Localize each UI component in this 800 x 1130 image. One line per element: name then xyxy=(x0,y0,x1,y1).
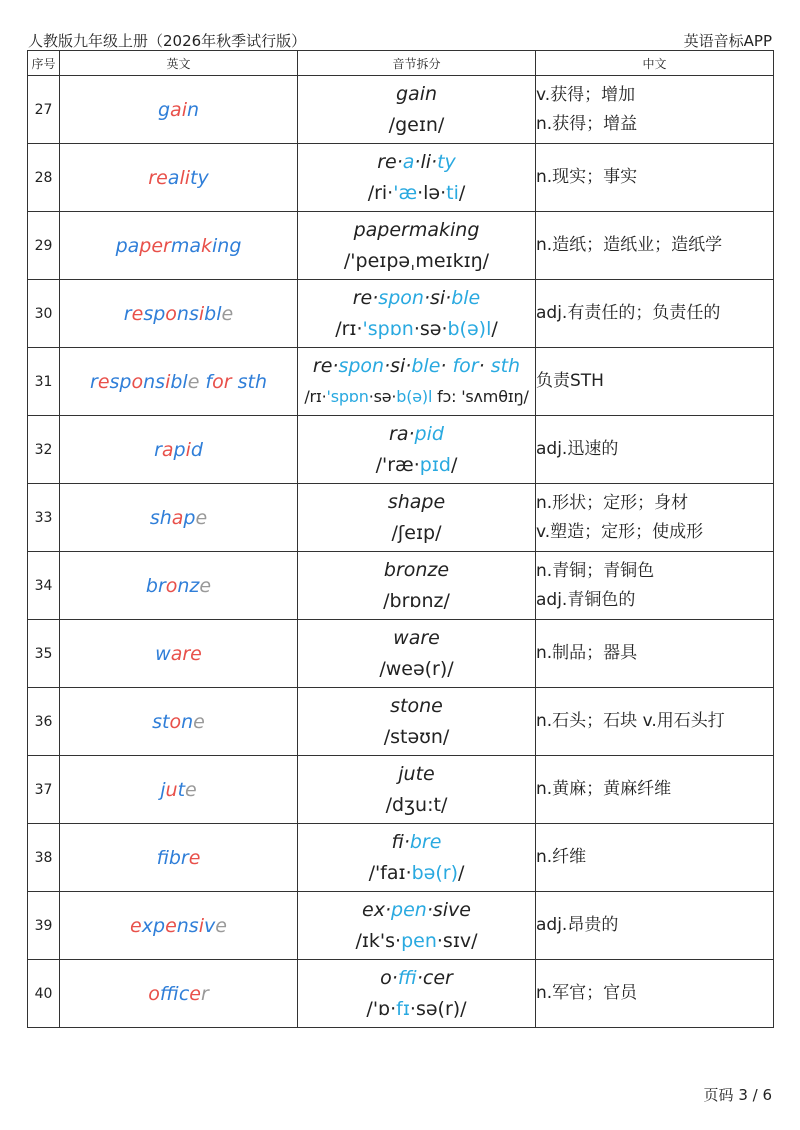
phonetic-transcription xyxy=(298,653,535,685)
phonetic-part: /ɪk's· xyxy=(355,929,402,952)
syllable-split xyxy=(298,555,535,585)
table-row xyxy=(28,212,774,280)
english-word xyxy=(60,552,298,620)
syllable-part: ble xyxy=(411,354,441,377)
meaning-line: n.军官；官员 xyxy=(536,983,638,1003)
table-body xyxy=(28,76,774,1028)
word-part: e xyxy=(193,710,205,733)
meaning-line: v.获得；增加 xyxy=(536,84,636,105)
chinese-meaning xyxy=(536,552,774,620)
word-part: sp xyxy=(109,370,132,393)
meaning-line: n.制品；器具 xyxy=(536,643,638,663)
table-header-row xyxy=(28,51,774,76)
table-row xyxy=(28,892,774,960)
word-part: sth xyxy=(231,370,267,393)
row-number: 36 xyxy=(28,688,60,756)
table-row xyxy=(28,348,774,416)
word-part: ns xyxy=(143,370,166,393)
word-part: a xyxy=(171,506,184,529)
syllable-part: shape xyxy=(387,490,446,513)
word-part: g xyxy=(157,98,171,121)
phonetic-part: b(ə)l xyxy=(396,386,433,406)
word-part: st xyxy=(152,710,170,733)
phonetic-part: 'spɒn xyxy=(362,317,414,340)
syllable-cell xyxy=(298,892,536,960)
syllable-part: jute xyxy=(398,762,435,785)
syllable-part: · xyxy=(440,354,453,377)
phonetic-part: ·sə· xyxy=(413,317,448,340)
word-part: pa xyxy=(115,234,140,257)
word-part: i xyxy=(198,302,205,325)
syllable-split xyxy=(298,419,535,449)
english-word xyxy=(60,824,298,892)
word-part: a xyxy=(161,438,174,461)
word-part: n xyxy=(181,710,194,733)
word-part: e xyxy=(131,302,144,325)
chinese-meaning xyxy=(536,76,774,144)
meaning-line: adj.昂贵的 xyxy=(536,915,619,935)
phonetic-part: /brɒnz/ xyxy=(383,589,450,612)
phonetic-transcription xyxy=(298,177,535,209)
syllable-cell xyxy=(298,824,536,892)
chinese-meaning xyxy=(536,756,774,824)
meaning-line: n.形状；定形；身材 xyxy=(536,492,689,513)
word-part: sp xyxy=(143,302,166,325)
chinese-meaning xyxy=(536,960,774,1028)
phonetic-part: ·sə· xyxy=(368,386,397,406)
column-header-chinese: 中文 xyxy=(536,51,774,76)
word-part: d xyxy=(190,438,203,461)
syllable-cell xyxy=(298,144,536,212)
syllable-part: ·li· xyxy=(414,150,438,173)
meaning-line: v.塑造；定形；使成形 xyxy=(536,521,704,542)
word-part: e xyxy=(215,914,227,937)
phonetic-part: /'ræ· xyxy=(375,453,420,476)
phonetic-part: ti xyxy=(446,181,459,204)
chinese-meaning xyxy=(536,620,774,688)
phonetic-part: / xyxy=(458,181,466,204)
chinese-meaning xyxy=(536,892,774,960)
english-word xyxy=(60,484,298,552)
word-part: xp xyxy=(141,914,166,937)
row-number: 37 xyxy=(28,756,60,824)
syllable-cell xyxy=(298,960,536,1028)
syllable-part: re· xyxy=(352,286,379,309)
row-number: 32 xyxy=(28,416,60,484)
word-part: p xyxy=(173,438,186,461)
word-part: k xyxy=(201,234,213,257)
syllable-split xyxy=(298,759,535,789)
syllable-part: pid xyxy=(414,422,444,445)
syllable-cell xyxy=(298,620,536,688)
word-part: a xyxy=(167,166,180,189)
phonetic-transcription xyxy=(298,585,535,617)
row-number: 39 xyxy=(28,892,60,960)
chinese-meaning xyxy=(536,348,774,416)
syllable-cell xyxy=(298,212,536,280)
word-part: f xyxy=(199,370,213,393)
syllable-part: sth xyxy=(490,354,521,377)
syllable-part: spon xyxy=(338,354,385,377)
english-word xyxy=(60,756,298,824)
word-part: o xyxy=(165,574,178,597)
phonetic-part: /'faɪ· xyxy=(368,861,412,884)
word-part: t xyxy=(177,778,186,801)
meaning-line: n.造纸；造纸业；造纸学 xyxy=(536,235,723,255)
word-part: are xyxy=(170,642,202,665)
column-header-number: 序号 xyxy=(28,51,60,76)
word-part: ing xyxy=(212,234,242,257)
meaning-line: adj.有责任的；负责任的 xyxy=(536,303,721,323)
phonetic-transcription xyxy=(298,925,535,957)
word-part: o xyxy=(169,710,182,733)
table-row xyxy=(28,688,774,756)
word-part: o xyxy=(165,302,177,325)
english-word xyxy=(60,688,298,756)
phonetic-transcription xyxy=(298,449,535,481)
english-word xyxy=(60,212,298,280)
syllable-part: for xyxy=(452,354,479,377)
word-part: r xyxy=(90,370,98,393)
phonetic-transcription xyxy=(298,109,535,141)
syllable-part: · xyxy=(478,354,491,377)
word-part: ai xyxy=(170,98,187,121)
chinese-meaning xyxy=(536,688,774,756)
word-part: r xyxy=(200,982,209,1005)
word-part: ty xyxy=(190,166,209,189)
english-word xyxy=(60,348,298,416)
syllable-cell xyxy=(298,552,536,620)
meaning-line: 负责STH xyxy=(536,371,604,391)
english-word xyxy=(60,280,298,348)
table-row xyxy=(28,620,774,688)
phonetic-part: /weə(r)/ xyxy=(379,657,454,680)
syllable-part: pen xyxy=(391,898,427,921)
syllable-part: ·sive xyxy=(426,898,471,921)
phonetic-part: /stəʊn/ xyxy=(383,725,450,748)
word-part: ns xyxy=(176,914,199,937)
word-part: p xyxy=(183,506,196,529)
syllable-part: spon xyxy=(378,286,424,309)
word-part: per xyxy=(139,234,171,257)
table-row xyxy=(28,960,774,1028)
phonetic-part: / xyxy=(491,317,498,340)
table-row xyxy=(28,76,774,144)
column-header-syllables: 音节拆分 xyxy=(298,51,536,76)
english-word xyxy=(60,960,298,1028)
phonetic-part: fɔ: 'sʌmθɪŋ/ xyxy=(432,386,529,406)
phonetic-part: pɪd xyxy=(419,453,451,476)
english-word xyxy=(60,620,298,688)
meaning-line: n.获得；增益 xyxy=(536,113,638,134)
vocabulary-table xyxy=(27,50,774,1028)
word-part: e xyxy=(221,302,234,325)
syllable-part: ble xyxy=(451,286,481,309)
syllable-part: bre xyxy=(409,830,442,853)
english-word xyxy=(60,144,298,212)
word-part: e xyxy=(185,778,197,801)
row-number: 34 xyxy=(28,552,60,620)
syllable-part: ffi xyxy=(397,966,417,989)
syllable-part: re· xyxy=(312,354,339,377)
chinese-meaning xyxy=(536,280,774,348)
syllable-split xyxy=(298,487,535,517)
page-number: 页码 3 / 6 xyxy=(703,1086,772,1104)
word-part: c xyxy=(178,982,190,1005)
phonetic-transcription xyxy=(298,517,535,549)
phonetic-part: bə(r) xyxy=(411,861,459,884)
document-title: 人教版九年级上册（2026年秋季试行版） xyxy=(28,32,307,50)
word-part: i xyxy=(165,370,171,393)
phonetic-transcription xyxy=(298,721,535,753)
phonetic-part: /geɪn/ xyxy=(388,113,445,136)
phonetic-part: /dʒu:t/ xyxy=(385,793,448,816)
syllable-cell xyxy=(298,416,536,484)
row-number: 35 xyxy=(28,620,60,688)
phonetic-part: / xyxy=(458,861,465,884)
word-part: n xyxy=(186,98,200,121)
syllable-part: fi· xyxy=(391,830,410,853)
english-word xyxy=(60,892,298,960)
phonetic-part: 'spɒn xyxy=(326,386,369,406)
row-number: 30 xyxy=(28,280,60,348)
phonetic-part: ·sɪv/ xyxy=(436,929,478,952)
english-word xyxy=(60,416,298,484)
row-number: 31 xyxy=(28,348,60,416)
word-part: e xyxy=(130,914,142,937)
syllable-split xyxy=(298,827,535,857)
syllable-split xyxy=(298,147,535,177)
phonetic-part: /'ɒ· xyxy=(366,997,397,1020)
syllable-split xyxy=(298,895,535,925)
word-part: v xyxy=(204,914,216,937)
word-part: ma xyxy=(170,234,202,257)
syllable-part: papermaking xyxy=(353,218,480,241)
word-part: e xyxy=(189,982,201,1005)
word-part: w xyxy=(155,642,171,665)
phonetic-transcription xyxy=(298,993,535,1025)
word-part: f xyxy=(156,846,169,869)
meaning-line: n.纤维 xyxy=(536,847,587,867)
table-row xyxy=(28,756,774,824)
word-part: sh xyxy=(149,506,172,529)
syllable-part: bronze xyxy=(383,558,450,581)
word-part: j xyxy=(160,778,166,801)
word-part: i xyxy=(185,438,191,461)
meaning-line: adj.青铜色的 xyxy=(536,589,636,610)
app-name: 英语音标APP xyxy=(683,32,772,50)
phonetic-transcription xyxy=(298,313,535,345)
chinese-meaning xyxy=(536,212,774,280)
meaning-line: n.黄麻；黄麻纤维 xyxy=(536,779,672,799)
table-row xyxy=(28,280,774,348)
phonetic-part: b(ə)l xyxy=(447,317,492,340)
word-part: bl xyxy=(170,370,188,393)
syllable-part: o· xyxy=(380,966,398,989)
row-number: 27 xyxy=(28,76,60,144)
syllable-part: a xyxy=(402,150,415,173)
chinese-meaning xyxy=(536,484,774,552)
word-part: e xyxy=(187,370,200,393)
syllable-cell xyxy=(298,280,536,348)
phonetic-part: ·sə(r)/ xyxy=(409,997,467,1020)
table-row xyxy=(28,552,774,620)
phonetic-part: fɪ xyxy=(396,997,410,1020)
phonetic-transcription xyxy=(298,245,535,277)
phonetic-part: pen xyxy=(401,929,437,952)
word-part: e xyxy=(165,914,177,937)
chinese-meaning xyxy=(536,416,774,484)
word-part: u xyxy=(165,778,178,801)
syllable-split xyxy=(298,215,535,245)
syllable-cell xyxy=(298,348,536,416)
word-part: bl xyxy=(204,302,222,325)
phonetic-part: /ri· xyxy=(367,181,394,204)
syllable-part: re· xyxy=(377,150,403,173)
table-row xyxy=(28,416,774,484)
syllable-split xyxy=(298,283,535,313)
word-part: nz xyxy=(177,574,200,597)
phonetic-part: ·lə· xyxy=(417,181,447,204)
row-number: 38 xyxy=(28,824,60,892)
phonetic-transcription xyxy=(298,381,535,413)
row-number: 33 xyxy=(28,484,60,552)
row-number: 40 xyxy=(28,960,60,1028)
word-part: br xyxy=(168,846,189,869)
meaning-line: n.现实；事实 xyxy=(536,167,638,187)
word-part: br xyxy=(145,574,166,597)
syllable-split xyxy=(298,623,535,653)
column-header-english: 英文 xyxy=(60,51,298,76)
word-part: r xyxy=(123,302,132,325)
phonetic-part: 'æ xyxy=(393,181,418,204)
chinese-meaning xyxy=(536,144,774,212)
syllable-part: gain xyxy=(395,82,438,105)
syllable-part: ware xyxy=(393,626,440,649)
phonetic-part: /rɪ· xyxy=(335,317,363,340)
meaning-line: adj.迅速的 xyxy=(536,439,619,459)
row-number: 29 xyxy=(28,212,60,280)
phonetic-part: / xyxy=(450,453,458,476)
syllable-part: stone xyxy=(390,694,443,717)
syllable-split xyxy=(298,79,535,109)
table-row xyxy=(28,824,774,892)
word-part: o xyxy=(131,370,144,393)
word-part: e xyxy=(199,574,212,597)
syllable-part: ·cer xyxy=(416,966,453,989)
syllable-part: ra· xyxy=(389,422,415,445)
table-row xyxy=(28,484,774,552)
row-number: 28 xyxy=(28,144,60,212)
phonetic-part: /'peɪpəˌmeɪkɪŋ/ xyxy=(343,249,490,272)
syllable-split xyxy=(298,351,535,381)
word-part: ff xyxy=(159,982,179,1005)
syllable-cell xyxy=(298,756,536,824)
syllable-split xyxy=(298,691,535,721)
word-part: or xyxy=(212,370,232,393)
word-part: e xyxy=(97,370,110,393)
phonetic-transcription xyxy=(298,857,535,889)
english-word xyxy=(60,76,298,144)
word-part: e xyxy=(188,846,201,869)
phonetic-part: /ʃeɪp/ xyxy=(391,521,442,544)
phonetic-part: /rɪ· xyxy=(304,386,327,406)
syllable-part: ex· xyxy=(362,898,392,921)
meaning-line: n.石头；石块 v.用石头打 xyxy=(536,711,725,731)
syllable-part: ·si· xyxy=(384,354,412,377)
word-part: i xyxy=(198,914,204,937)
syllable-cell xyxy=(298,484,536,552)
phonetic-transcription xyxy=(298,789,535,821)
chinese-meaning xyxy=(536,824,774,892)
word-part: r xyxy=(154,438,162,461)
syllable-part: ·si· xyxy=(423,286,452,309)
word-part: li xyxy=(179,166,191,189)
syllable-split xyxy=(298,963,535,993)
syllable-part: ty xyxy=(437,150,456,173)
syllable-cell xyxy=(298,688,536,756)
meaning-line: n.青铜；青铜色 xyxy=(536,560,655,581)
word-part: e xyxy=(195,506,208,529)
syllable-cell xyxy=(298,76,536,144)
word-part: o xyxy=(148,982,160,1005)
word-part: ns xyxy=(176,302,199,325)
word-part: re xyxy=(148,166,168,189)
table-row xyxy=(28,144,774,212)
